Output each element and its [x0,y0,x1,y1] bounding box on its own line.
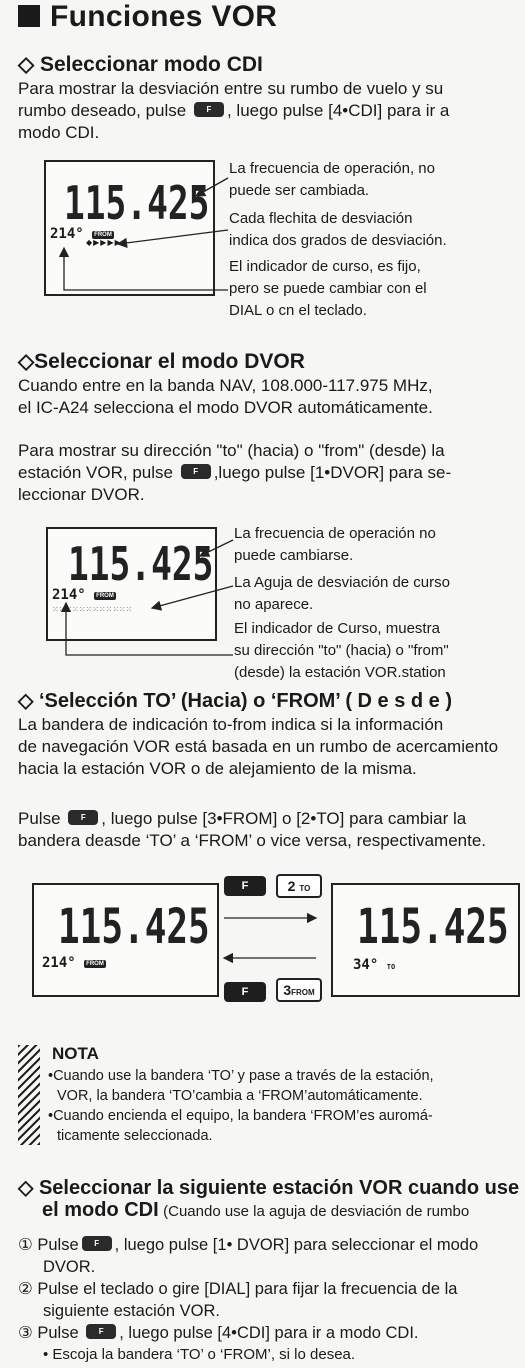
dvor-callout-course [66,603,233,655]
note-heading: NOTA [52,1044,99,1063]
f-key-top: F [224,876,266,896]
page-title: Funciones VOR [18,0,277,34]
cdi-annotation-deviation: Cada flechita de desviación indica dos grados de desviación. [229,210,447,249]
cdi-callout-course [64,248,228,290]
cdi-callout-deviation [118,230,228,244]
f-key-bottom: F [224,982,266,1002]
cdi-annotation-frequency: La frecuencia de operación, no puede ser cambiada. [229,160,435,199]
from-lcd-course: 214° FROM [42,955,104,971]
to-flag: TO [386,963,396,971]
cdi-callout-frequency [196,178,228,196]
dvor-callout-frequency [200,540,233,556]
note-body: •Cuando use la bandera ‘TO’ y pase a través de la estación, VOR, la bandera ‘TO’cambia a ‘FROM’automáticamente. •Cuando encienda el equipo, la bandera ‘FROM’es auromá- ticamente seleccionada. [48,1068,434,1144]
deviation-arrows: ◆▶▶▶▶ [86,238,122,247]
to-lcd-frequency: 115.425 [357,899,509,955]
deviation-dots: ⁙⁙⁙⁙⁙⁙⁙⁙⁙⁙⁙⁙ [52,605,133,614]
from-flag: FROM [86,961,104,967]
cdi-annotation-course: El indicador de curso, es fijo, pero se puede cambiar con el DIAL o cn el teclado. [229,258,427,319]
cdi-heading: ◇ Seleccionar modo CDI [18,53,263,76]
steps-list: ① PulseF , luego pulse [1• DVOR] para seleccionar el modo DVOR. ② Pulse el teclado o gire [DIAL] para fijar la frecuencia de la siguiente estación VOR. ③ Pulse F , luego pulse [4•CDI] para ir a modo CDI. • Escoja la bandera ‘TO’ o ‘FROM’, si lo desea. [18,1234,525,1366]
cdi-frequency: 115.425 [64,176,210,230]
dvor-paragraph-2: Para mostrar su dirección "to" (hacia) o "from" (desde) la estación VOR, pulse F ,luego pulse [1•DVOR] para se- leccionar DVOR. [18,440,451,506]
dvor-annotation-course: El indicador de Curso, muestra su dirección "to" (hacia) o "from" (desde) la estación VOR.station [234,620,449,681]
cdi-course: 214° FROM [50,226,112,242]
dvor-heading: ◇Seleccionar el modo DVOR [18,350,305,373]
from-lcd-frequency: 115.425 [58,899,210,955]
tofrom-paragraph-2: Pulse F , luego pulse [3•FROM] o [2•TO] para cambiar la bandera deasde ‘TO’ a ‘FROM’ o vice versa, respectivamente. [18,808,486,852]
key-3-from: 3FROM [276,978,322,1002]
tofrom-paragraph-1: La bandera de indicación to-from indica si la información de navegación VOR está basada en un rumbo de acercamiento hacia la estación VOR o de alejamiento de la misma. [18,715,499,778]
tofrom-heading: ◇ ‘Selección TO’ (Hacia) o ‘FROM’ ( D e s d e ) [18,690,453,712]
dvor-callout-needle [152,586,233,608]
from-flag: FROM [96,593,114,599]
dvor-frequency: 115.425 [68,537,214,591]
cdi-paragraph: Para mostrar la desviación entre su rumbo de vuelo y su rumbo deseado, pulse F , luego pulse [4•CDI] para ir a modo CDI. [18,78,449,144]
to-lcd-course: 34° TO [353,957,396,973]
dvor-course: 214° FROM [52,587,114,603]
dvor-annotation-frequency: La frecuencia de operación no puede cambiarse. [234,525,436,564]
next-station-heading: ◇ Seleccionar la siguiente estación VOR cuando use [18,1177,520,1199]
dvor-annotation-needle: La Aguja de desviación de curso no aparece. [234,574,450,613]
dvor-paragraph-1: Cuando entre en la banda NAV, 108.000-117.975 MHz, el IC-A24 selecciona el modo DVOR automáticamente. [18,376,433,417]
next-station-subheading: el modo CDI (Cuando use la aguja de desviación de rumbo [42,1199,470,1221]
key-2-to: 2 TO [276,874,322,898]
from-flag: FROM [94,232,112,238]
